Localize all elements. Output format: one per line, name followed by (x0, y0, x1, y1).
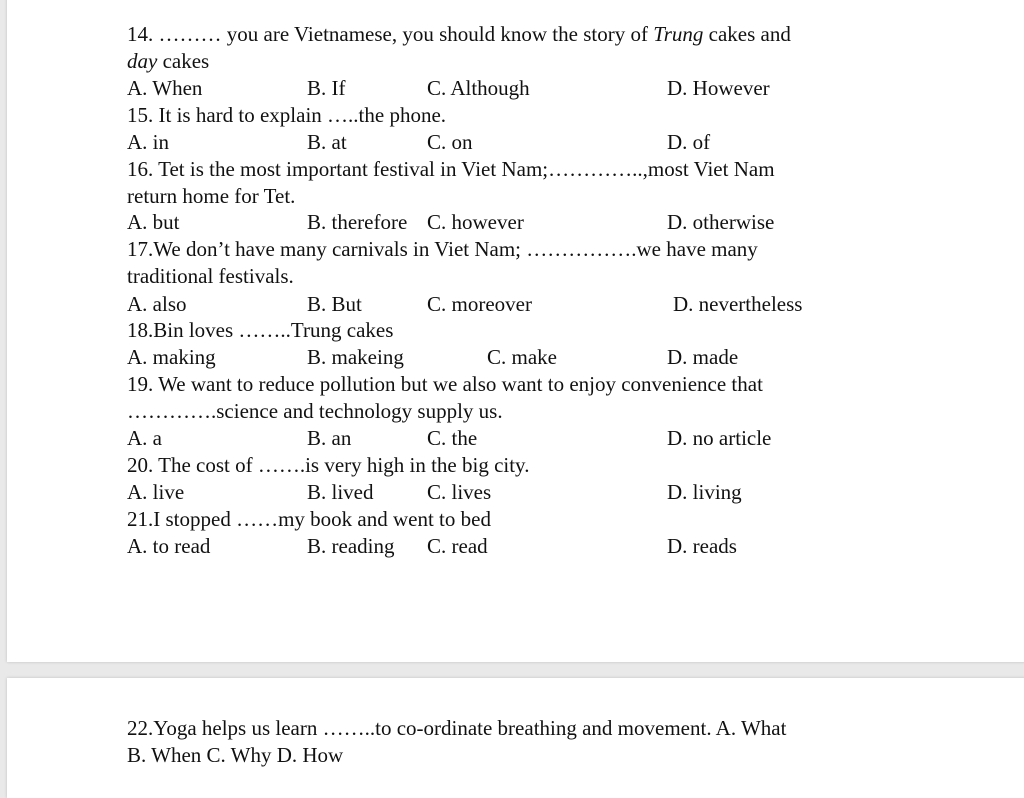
q17-option-c[interactable]: C. moreover (427, 292, 532, 316)
q18-option-d[interactable]: D. made (667, 345, 739, 369)
q14-option-a[interactable]: A. When (127, 76, 203, 100)
q20-option-a[interactable]: A. live (127, 480, 185, 504)
q14-text-a: 14. ……… you are Vietnamese, you should know the story of (127, 22, 654, 46)
q14-text-italic: Trung (653, 22, 704, 46)
question-21-stem: 21.I stopped ……my book and went to bed (127, 507, 491, 531)
q15-option-a[interactable]: A. in (127, 130, 169, 154)
q20-option-c[interactable]: C. lives (427, 480, 492, 504)
q15-option-c[interactable]: C. on (427, 130, 473, 154)
question-22-options-line: B. When C. Why D. How (127, 743, 344, 767)
question-15-options (127, 129, 927, 156)
q16-option-a[interactable]: A. but (127, 210, 180, 234)
q21-option-d[interactable]: D. reads (667, 534, 737, 558)
q21-option-b[interactable]: B. reading (307, 534, 395, 558)
q16-option-b[interactable]: B. therefore (307, 210, 408, 234)
question-22-stem: 22.Yoga helps us learn ……..to co-ordinate breathing and movement. A. What (127, 716, 787, 740)
q14-text-b: cakes and (703, 22, 791, 46)
question-21-options (127, 533, 927, 560)
q17-option-b[interactable]: B. But (307, 292, 362, 316)
question-19-stem: 19. We want to reduce pollution but we also want to enjoy convenience that (127, 372, 763, 396)
q15-option-d[interactable]: D. of (667, 130, 711, 154)
question-17-options (127, 291, 927, 318)
question-14-stem (127, 21, 1024, 48)
q19-option-b[interactable]: B. an (307, 426, 352, 450)
q14-line2-text: cakes (157, 49, 210, 73)
q17-option-d[interactable]: D. nevertheless (673, 292, 803, 316)
q16-option-d[interactable]: D. otherwise (667, 210, 775, 234)
q20-option-d[interactable]: D. living (667, 480, 742, 504)
document-page-1 (7, 0, 1024, 662)
question-17-stem-line2: traditional festivals. (127, 264, 294, 288)
question-15-stem: 15. It is hard to explain …..the phone. (127, 103, 447, 127)
q18-option-a[interactable]: A. making (127, 345, 216, 369)
q14-option-b[interactable]: B. If (307, 76, 346, 100)
question-18-options (127, 344, 927, 371)
question-14-options (127, 75, 927, 102)
q18-option-b[interactable]: B. makeing (307, 345, 404, 369)
q21-option-c[interactable]: C. read (427, 534, 488, 558)
q14-option-d[interactable]: D. However (667, 76, 770, 100)
q14-option-c[interactable]: C. Although (427, 76, 530, 100)
q19-option-d[interactable]: D. no article (667, 426, 772, 450)
question-18-stem: 18.Bin loves ……..Trung cakes (127, 318, 394, 342)
q17-option-a[interactable]: A. also (127, 292, 187, 316)
q14-line2-italic: day (127, 49, 158, 73)
question-20-options (127, 479, 927, 506)
question-16-stem: 16. Tet is the most important festival in Viet Nam;…………..,most Viet Nam (127, 157, 775, 181)
q18-option-c[interactable]: C. make (487, 345, 557, 369)
document-page-2 (7, 678, 1024, 798)
q20-option-b[interactable]: B. lived (307, 480, 374, 504)
question-16-stem-line2: return home for Tet. (127, 184, 296, 208)
question-16-options (127, 209, 927, 236)
question-17-stem: 17.We don’t have many carnivals in Viet Nam; …………….we have many (127, 237, 758, 261)
q16-option-c[interactable]: C. however (427, 210, 524, 234)
question-20-stem: 20. The cost of …….is very high in the big city. (127, 453, 530, 477)
question-19-options (127, 425, 927, 452)
q15-option-b[interactable]: B. at (307, 130, 347, 154)
question-19-stem-line2: ………….science and technology supply us. (127, 399, 503, 423)
q19-option-c[interactable]: C. the (427, 426, 478, 450)
q19-option-a[interactable]: A. a (127, 426, 162, 450)
question-14-stem-line2 (127, 48, 1024, 75)
q21-option-a[interactable]: A. to read (127, 534, 211, 558)
